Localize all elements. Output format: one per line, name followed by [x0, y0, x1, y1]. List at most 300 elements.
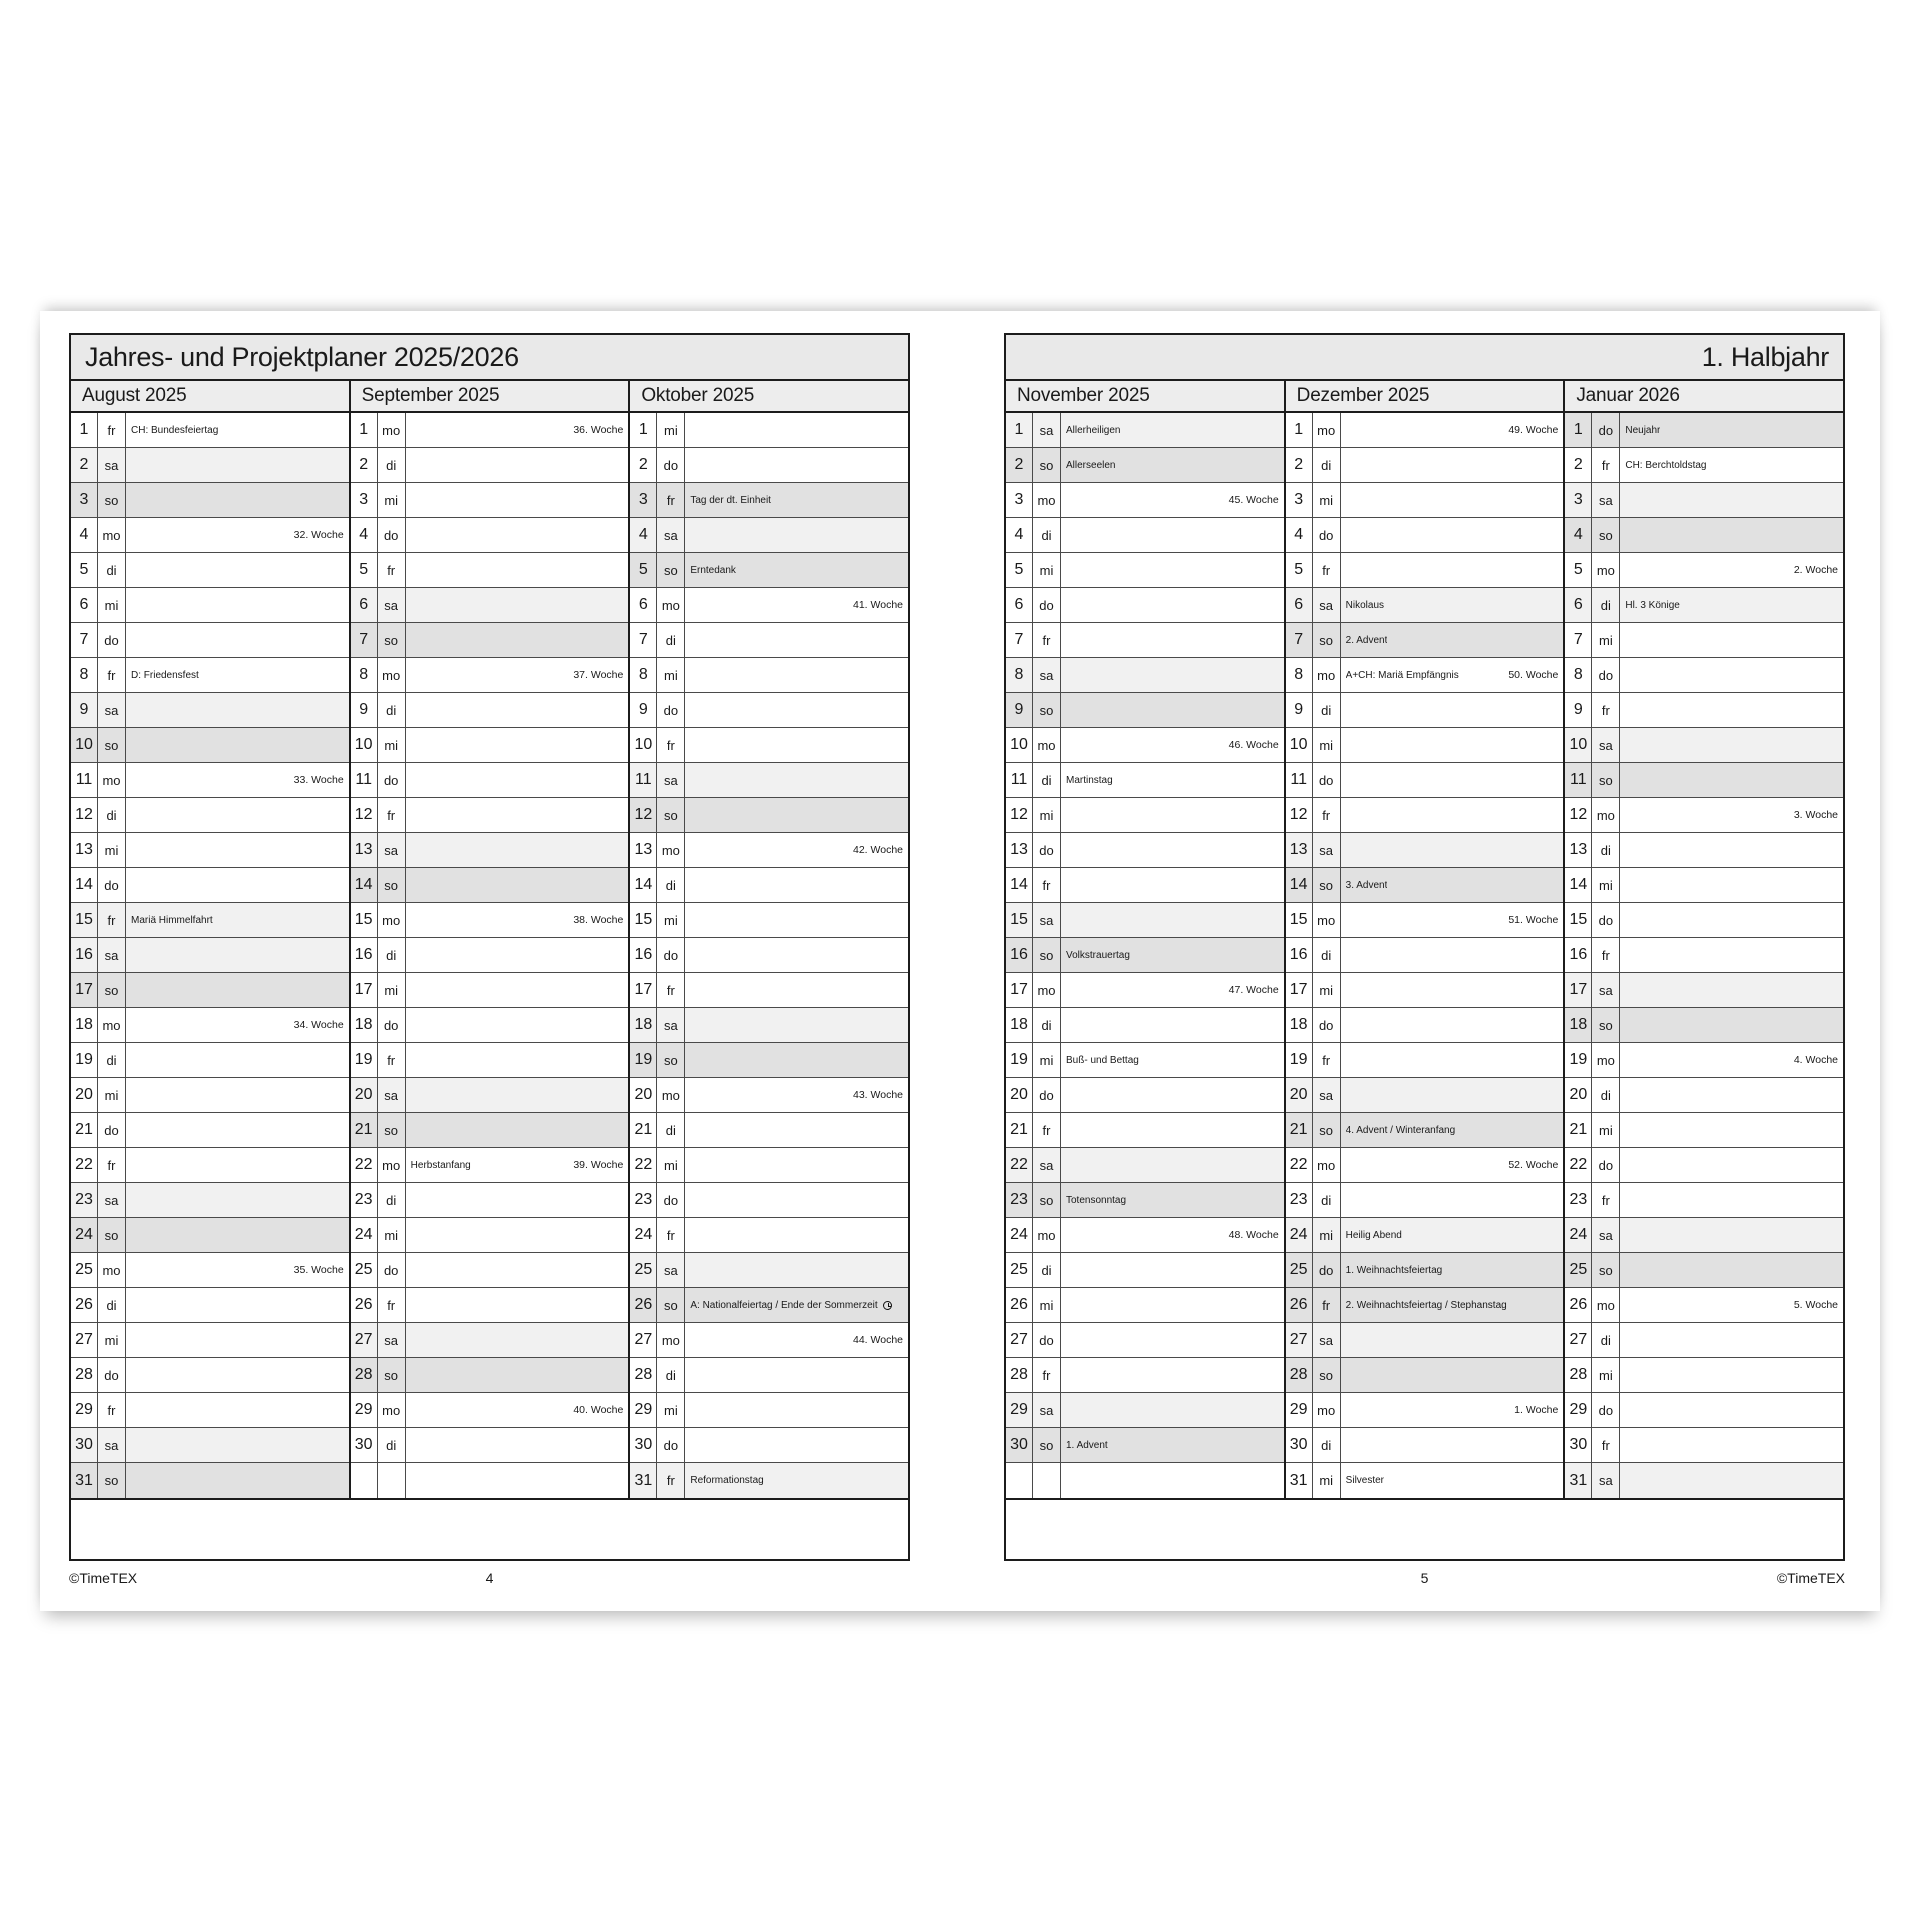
weekday-cell: mo	[378, 413, 406, 447]
day-row	[630, 1078, 908, 1113]
day-row	[1565, 1288, 1843, 1323]
weekday-cell: so	[1592, 763, 1620, 797]
note-cell	[1061, 623, 1284, 657]
note-cell	[406, 938, 629, 972]
day-row	[71, 553, 349, 588]
note-cell	[1341, 938, 1564, 972]
day-row	[1286, 763, 1564, 798]
weekday-cell: di	[1033, 763, 1061, 797]
weekday-cell: so	[378, 623, 406, 657]
week-number-label: 51. Woche	[1508, 914, 1559, 926]
weekday-cell: sa	[1313, 1323, 1341, 1357]
week-number-label: 3. Woche	[1793, 809, 1839, 821]
week-number-label: 44. Woche	[853, 1334, 904, 1346]
weekday-cell: mo	[1313, 658, 1341, 692]
week-number-label: 41. Woche	[853, 599, 904, 611]
weekday-cell: sa	[657, 763, 685, 797]
note-cell	[685, 833, 908, 867]
note-cell	[1341, 763, 1564, 797]
holiday-label: Buß- und Bettag	[1066, 1054, 1139, 1066]
day-number-cell: 23	[351, 1183, 378, 1217]
day-row	[71, 1113, 349, 1148]
day-number-cell: 25	[1286, 1253, 1313, 1287]
day-row	[630, 938, 908, 973]
holiday-label: 3. Advent	[1345, 879, 1388, 891]
note-cell	[1341, 1358, 1564, 1392]
weekday-cell: fr	[1592, 448, 1620, 482]
note-cell	[1341, 1183, 1564, 1217]
day-number-cell: 13	[1565, 833, 1592, 867]
day-number-cell: 2	[630, 448, 657, 482]
day-number-cell: 2	[1565, 448, 1592, 482]
day-row	[1286, 553, 1564, 588]
day-number-cell: 1	[1565, 413, 1592, 447]
holiday-label: Martinstag	[1066, 774, 1113, 786]
weekday-cell: do	[1313, 1008, 1341, 1042]
day-number-cell: 31	[1565, 1463, 1592, 1498]
weekday-cell: di	[1592, 1078, 1620, 1112]
weekday-cell: mo	[657, 1078, 685, 1112]
day-row	[1006, 833, 1284, 868]
day-row	[71, 728, 349, 763]
weekday-cell: do	[1033, 1078, 1061, 1112]
note-cell	[406, 1463, 629, 1498]
day-number-cell: 24	[1006, 1218, 1033, 1252]
note-cell	[1061, 1113, 1284, 1147]
day-number-cell: 25	[1565, 1253, 1592, 1287]
day-number-cell: 8	[351, 658, 378, 692]
weekday-cell: fr	[98, 658, 126, 692]
right-page-title-bar	[1006, 335, 1843, 381]
holiday-label: 2. Advent	[1345, 634, 1388, 646]
day-number-cell: 29	[630, 1393, 657, 1427]
note-cell	[685, 623, 908, 657]
weekday-cell: di	[657, 1113, 685, 1147]
day-number-cell: 28	[71, 1358, 98, 1392]
weekday-cell: sa	[1592, 973, 1620, 1007]
weekday-cell: do	[1313, 763, 1341, 797]
note-cell	[685, 553, 908, 587]
weekday-cell: do	[1592, 1393, 1620, 1427]
day-number-cell: 3	[1006, 483, 1033, 517]
weekday-cell: mi	[378, 483, 406, 517]
day-row	[630, 413, 908, 448]
day-row	[630, 1183, 908, 1218]
weekday-cell: so	[1033, 448, 1061, 482]
day-row	[1565, 798, 1843, 833]
day-row	[1286, 1323, 1564, 1358]
holiday-label: Tag der dt. Einheit	[690, 494, 771, 506]
weekday-cell: so	[1592, 1253, 1620, 1287]
day-row	[71, 623, 349, 658]
note-cell	[685, 1358, 908, 1392]
day-number-cell: 12	[71, 798, 98, 832]
weekday-cell: do	[1313, 1253, 1341, 1287]
day-number-cell: 5	[71, 553, 98, 587]
note-cell	[1061, 483, 1284, 517]
note-cell	[1341, 1148, 1564, 1182]
weekday-cell: so	[98, 728, 126, 762]
weekday-cell: mi	[1313, 1218, 1341, 1252]
weekday-cell: mo	[1313, 1393, 1341, 1427]
day-row	[71, 1288, 349, 1323]
weekday-cell: fr	[657, 1218, 685, 1252]
day-number-cell: 3	[71, 483, 98, 517]
weekday-cell: di	[1592, 588, 1620, 622]
note-cell	[1341, 1218, 1564, 1252]
day-number-cell: 22	[630, 1148, 657, 1182]
weekday-cell: do	[1592, 903, 1620, 937]
weekday-cell: sa	[1592, 483, 1620, 517]
day-number-cell: 3	[1286, 483, 1313, 517]
note-cell	[1620, 1148, 1843, 1182]
day-number-cell: 3	[351, 483, 378, 517]
note-cell	[406, 973, 629, 1007]
note-cell	[685, 448, 908, 482]
day-number-cell: 9	[351, 693, 378, 727]
month-header-dezember-2025: Dezember 2025	[1286, 381, 1566, 413]
note-cell	[1341, 1253, 1564, 1287]
weekday-cell: di	[1313, 1183, 1341, 1217]
week-number-label: 35. Woche	[293, 1264, 344, 1276]
note-cell	[406, 1218, 629, 1252]
day-number-cell: 4	[1565, 518, 1592, 552]
day-row	[1286, 1288, 1564, 1323]
day-number-cell: 26	[71, 1288, 98, 1322]
day-number-cell: 12	[351, 798, 378, 832]
week-number-label: 43. Woche	[853, 1089, 904, 1101]
day-row	[1006, 693, 1284, 728]
day-row	[1006, 1043, 1284, 1078]
note-cell	[685, 1113, 908, 1147]
day-row	[71, 1078, 349, 1113]
weekday-cell: sa	[98, 1428, 126, 1462]
day-row	[1565, 518, 1843, 553]
day-row	[630, 868, 908, 903]
week-number-label: 33. Woche	[293, 774, 344, 786]
note-cell	[126, 413, 349, 447]
weekday-cell: mi	[1033, 1288, 1061, 1322]
note-cell	[685, 1148, 908, 1182]
note-cell	[1341, 798, 1564, 832]
day-row	[71, 1183, 349, 1218]
day-number-cell: 4	[351, 518, 378, 552]
day-number-cell: 30	[1565, 1428, 1592, 1462]
day-row	[1565, 658, 1843, 693]
right-page	[1004, 333, 1845, 1561]
day-number-cell: 19	[630, 1043, 657, 1077]
holiday-label: CH: Berchtoldstag	[1625, 459, 1707, 471]
day-row	[1565, 1113, 1843, 1148]
day-number-cell: 25	[1006, 1253, 1033, 1287]
weekday-cell: mo	[378, 1393, 406, 1427]
note-cell	[685, 1253, 908, 1287]
note-cell	[1061, 1008, 1284, 1042]
day-number-cell: 30	[1006, 1428, 1033, 1462]
day-number-cell: 14	[71, 868, 98, 902]
note-cell	[685, 1463, 908, 1498]
page-number: 4	[485, 1570, 494, 1586]
weekday-cell: fr	[657, 1463, 685, 1498]
day-number-cell: 15	[71, 903, 98, 937]
day-number-cell: 18	[1286, 1008, 1313, 1042]
day-number-cell: 18	[351, 1008, 378, 1042]
holiday-label: CH: Bundesfeiertag	[131, 424, 219, 436]
day-number-cell: 2	[1006, 448, 1033, 482]
weekday-cell: mi	[98, 1323, 126, 1357]
note-cell	[685, 1008, 908, 1042]
note-cell	[685, 903, 908, 937]
weekday-cell: sa	[1592, 728, 1620, 762]
day-row	[1006, 658, 1284, 693]
weekday-cell: mo	[1313, 413, 1341, 447]
day-number-cell	[351, 1463, 378, 1498]
weekday-cell: mo	[378, 658, 406, 692]
day-number-cell: 8	[1286, 658, 1313, 692]
weekday-cell: mi	[1592, 623, 1620, 657]
day-number-cell: 3	[630, 483, 657, 517]
weekday-cell: mi	[1592, 1113, 1620, 1147]
day-number-cell: 8	[71, 658, 98, 692]
day-number-cell: 14	[351, 868, 378, 902]
day-row	[351, 1428, 629, 1463]
note-cell	[1061, 728, 1284, 762]
weekday-cell: di	[1033, 518, 1061, 552]
day-row	[71, 1428, 349, 1463]
day-number-cell: 13	[351, 833, 378, 867]
holiday-label: Allerheiligen	[1066, 424, 1121, 436]
note-cell	[1341, 693, 1564, 727]
day-row	[1565, 1078, 1843, 1113]
weekday-cell: fr	[378, 553, 406, 587]
note-cell	[126, 1253, 349, 1287]
day-row	[1565, 938, 1843, 973]
holiday-label: 4. Advent / Winteranfang	[1345, 1124, 1456, 1136]
note-cell	[406, 1358, 629, 1392]
day-number-cell: 9	[1006, 693, 1033, 727]
day-row	[630, 658, 908, 693]
day-number-cell: 13	[71, 833, 98, 867]
note-cell	[1061, 1043, 1284, 1077]
note-cell	[1061, 658, 1284, 692]
day-row	[71, 483, 349, 518]
holiday-label: A+CH: Mariä Empfängnis	[1345, 669, 1459, 681]
day-row	[630, 623, 908, 658]
day-number-cell: 24	[351, 1218, 378, 1252]
day-row	[71, 658, 349, 693]
weekday-cell: sa	[657, 1008, 685, 1042]
weekday-cell: so	[657, 553, 685, 587]
note-cell	[1061, 1428, 1284, 1462]
note-cell	[126, 553, 349, 587]
day-row	[1006, 868, 1284, 903]
note-cell	[1620, 1393, 1843, 1427]
day-row	[1565, 483, 1843, 518]
weekday-cell: so	[1313, 623, 1341, 657]
day-number-cell: 12	[630, 798, 657, 832]
day-row	[351, 1078, 629, 1113]
holiday-label: 1. Advent	[1066, 1439, 1108, 1451]
day-number-cell: 6	[71, 588, 98, 622]
day-row	[351, 1463, 629, 1498]
note-cell	[1341, 1288, 1564, 1322]
note-cell	[126, 763, 349, 797]
day-number-cell: 23	[1286, 1183, 1313, 1217]
day-row	[1565, 1428, 1843, 1463]
weekday-cell: so	[1033, 693, 1061, 727]
holiday-label: Nikolaus	[1345, 599, 1385, 611]
day-number-cell: 21	[351, 1113, 378, 1147]
note-cell	[126, 693, 349, 727]
note-cell	[1061, 1078, 1284, 1112]
weekday-cell: sa	[378, 1078, 406, 1112]
week-number-label: 42. Woche	[853, 844, 904, 856]
weekday-cell: fr	[1313, 553, 1341, 587]
note-cell	[1061, 833, 1284, 867]
day-row	[351, 483, 629, 518]
day-number-cell: 13	[1006, 833, 1033, 867]
holiday-label: 2. Weihnachtsfeiertag / Stephanstag	[1345, 1299, 1507, 1311]
day-number-cell: 4	[71, 518, 98, 552]
note-cell	[685, 938, 908, 972]
day-row	[351, 1183, 629, 1218]
weekday-cell: di	[378, 1183, 406, 1217]
day-row	[351, 1358, 629, 1393]
weekday-cell: sa	[98, 1183, 126, 1217]
weekday-cell: so	[98, 483, 126, 517]
note-cell	[1620, 1288, 1843, 1322]
day-row	[630, 798, 908, 833]
week-number-label: 4. Woche	[1793, 1054, 1839, 1066]
day-row	[351, 1218, 629, 1253]
note-cell	[685, 1428, 908, 1462]
holiday-label: Neujahr	[1625, 424, 1661, 436]
day-number-cell: 9	[1565, 693, 1592, 727]
weekday-cell: mi	[1033, 1043, 1061, 1077]
day-row	[1565, 763, 1843, 798]
weekday-cell: so	[98, 1463, 126, 1498]
day-number-cell: 22	[71, 1148, 98, 1182]
day-row	[1006, 448, 1284, 483]
day-number-cell: 15	[1286, 903, 1313, 937]
note-cell	[1341, 518, 1564, 552]
weekday-cell: do	[378, 518, 406, 552]
weekday-cell: mi	[1033, 798, 1061, 832]
day-row	[71, 1148, 349, 1183]
day-number-cell: 22	[1006, 1148, 1033, 1182]
day-number-cell: 29	[1006, 1393, 1033, 1427]
week-number-label: 38. Woche	[573, 914, 624, 926]
note-cell	[1061, 868, 1284, 902]
day-row	[630, 1393, 908, 1428]
note-cell	[1341, 1393, 1564, 1427]
day-number-cell: 1	[71, 413, 98, 447]
note-cell	[1620, 1253, 1843, 1287]
note-cell	[126, 1358, 349, 1392]
day-number-cell	[1006, 1463, 1033, 1498]
weekday-cell: sa	[1033, 1393, 1061, 1427]
week-number-label: 40. Woche	[573, 1404, 624, 1416]
weekday-cell: mo	[657, 833, 685, 867]
note-cell	[126, 1078, 349, 1112]
day-number-cell: 22	[1286, 1148, 1313, 1182]
weekday-cell: fr	[657, 483, 685, 517]
note-cell	[1061, 413, 1284, 447]
day-row	[630, 728, 908, 763]
day-number-cell: 24	[630, 1218, 657, 1252]
day-number-cell: 27	[1565, 1323, 1592, 1357]
note-cell	[1061, 1183, 1284, 1217]
day-number-cell: 27	[1286, 1323, 1313, 1357]
day-row	[71, 973, 349, 1008]
note-cell	[1061, 973, 1284, 1007]
month-header-oktober-2025: Oktober 2025	[630, 381, 908, 413]
day-row	[1565, 1183, 1843, 1218]
day-row	[1286, 588, 1564, 623]
weekday-cell: fr	[657, 728, 685, 762]
day-row	[71, 1463, 349, 1498]
day-number-cell: 26	[630, 1288, 657, 1322]
note-cell	[685, 483, 908, 517]
weekday-cell: do	[1313, 518, 1341, 552]
weekday-cell: di	[98, 553, 126, 587]
month-header-row	[71, 381, 908, 413]
day-row	[1006, 728, 1284, 763]
note-cell	[1341, 973, 1564, 1007]
weekday-cell: sa	[1592, 1463, 1620, 1498]
day-row	[1565, 1148, 1843, 1183]
weekday-cell: sa	[378, 833, 406, 867]
day-row	[630, 553, 908, 588]
day-number-cell: 25	[630, 1253, 657, 1287]
note-cell	[1061, 1218, 1284, 1252]
weekday-cell: mi	[1313, 728, 1341, 762]
note-cell	[406, 833, 629, 867]
weekday-cell: so	[378, 1358, 406, 1392]
weekday-cell: mo	[98, 763, 126, 797]
note-cell	[1061, 798, 1284, 832]
weekday-cell: di	[657, 868, 685, 902]
day-number-cell: 6	[630, 588, 657, 622]
note-cell	[685, 763, 908, 797]
weekday-cell: so	[98, 973, 126, 1007]
day-row	[630, 448, 908, 483]
note-cell	[1341, 1078, 1564, 1112]
weekday-cell: fr	[1033, 623, 1061, 657]
brand-mark: ©TimeTEX	[1776, 1570, 1845, 1586]
note-cell	[126, 448, 349, 482]
day-number-cell: 19	[1565, 1043, 1592, 1077]
day-number-cell: 20	[71, 1078, 98, 1112]
day-number-cell: 14	[1006, 868, 1033, 902]
weekday-cell: do	[378, 1008, 406, 1042]
day-number-cell: 24	[71, 1218, 98, 1252]
day-row	[630, 1008, 908, 1043]
day-row	[1565, 1043, 1843, 1078]
day-number-cell: 10	[1006, 728, 1033, 762]
weekday-cell: mo	[1033, 973, 1061, 1007]
day-number-cell: 27	[351, 1323, 378, 1357]
weekday-cell: mo	[1592, 798, 1620, 832]
weekday-cell: fr	[1033, 1113, 1061, 1147]
note-cell	[126, 518, 349, 552]
day-row	[630, 1428, 908, 1463]
weekday-cell: fr	[98, 413, 126, 447]
weekday-cell: sa	[1033, 413, 1061, 447]
weekday-cell: so	[1313, 1113, 1341, 1147]
day-row	[630, 693, 908, 728]
day-row	[351, 1393, 629, 1428]
